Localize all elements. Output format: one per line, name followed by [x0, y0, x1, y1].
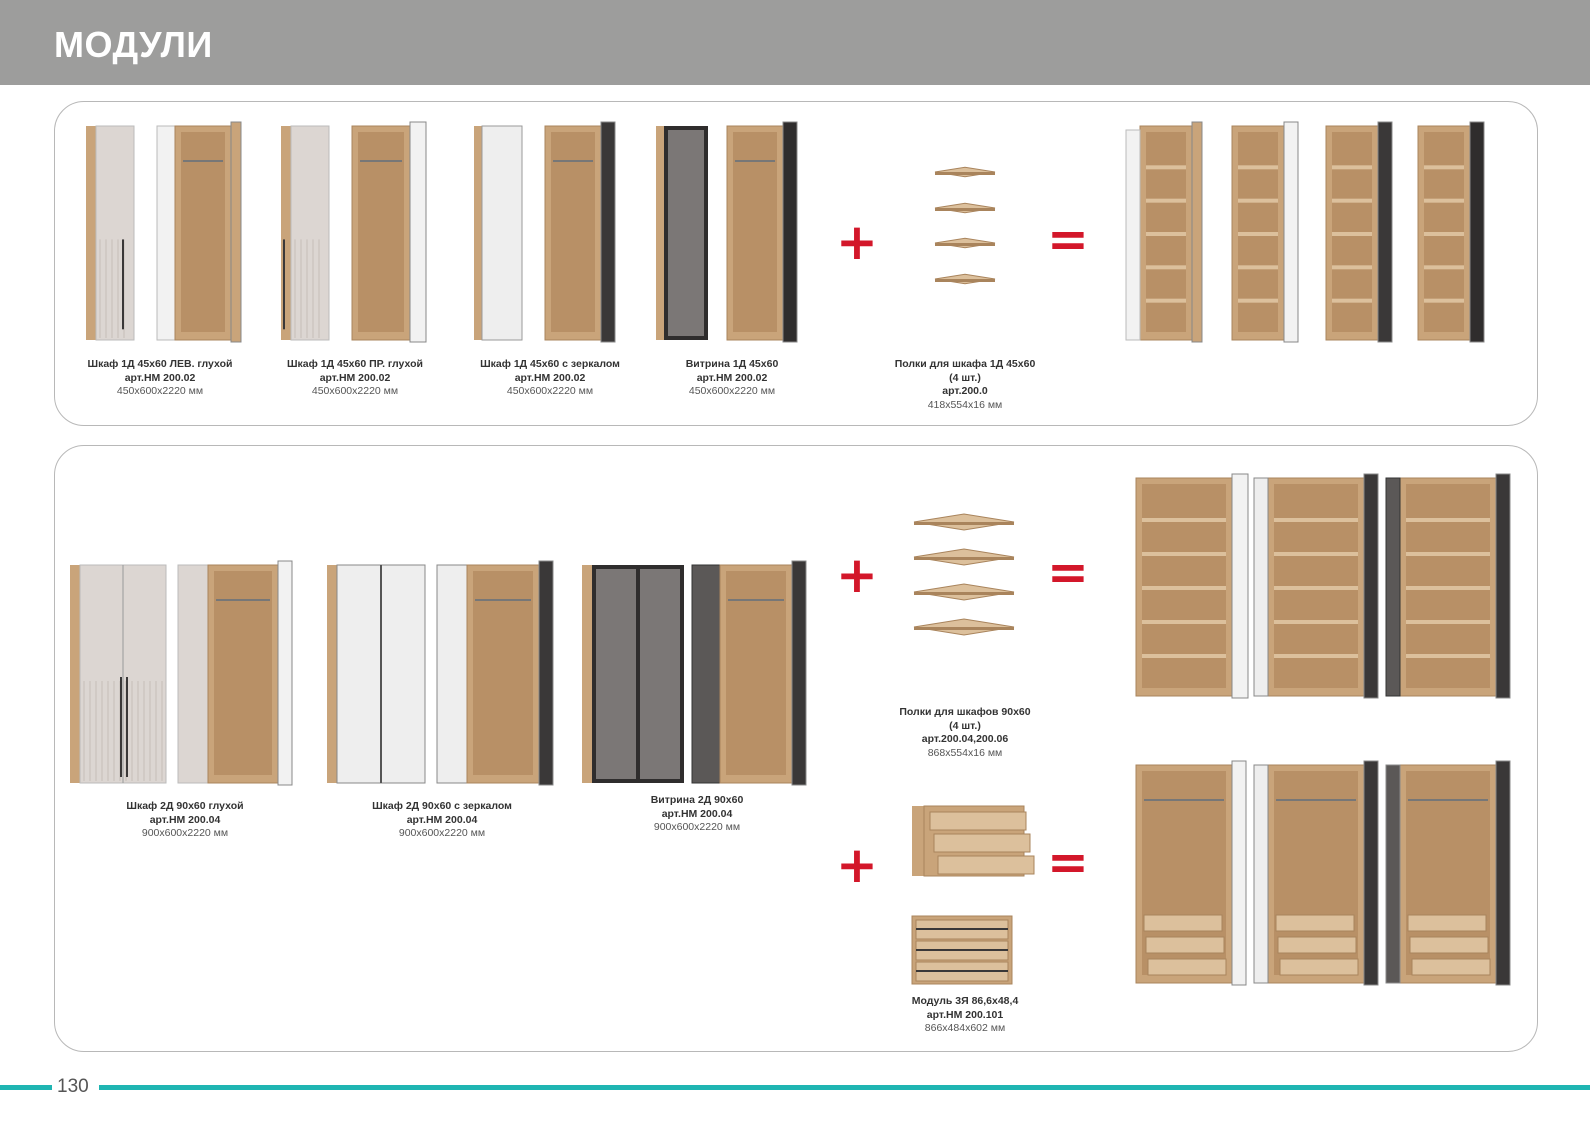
res2a-3-shelf-5 — [1406, 654, 1490, 658]
product-caption-s2-1: Шкаф 2Д 90х60 глухой арт.НМ 200.04 900х600х2220 мм — [126, 800, 244, 839]
plus-sign-3: + — [836, 836, 878, 894]
res1-2-shelf-3 — [1238, 232, 1278, 236]
res1-2-shelf-5 — [1238, 299, 1278, 303]
res2b-2-drawer-3 — [1280, 959, 1358, 975]
dcab1-open-left-door — [178, 565, 208, 783]
res2a-2-left-door — [1254, 478, 1268, 696]
res1-1-shelf-5 — [1146, 299, 1186, 303]
cab2-closed-door — [291, 126, 329, 340]
res2a-3-shelf-3 — [1406, 586, 1490, 590]
product-caption-s1-2: Шкаф 1Д 45х60 ПР. глухой арт.НМ 200.02 450х600х2220 мм — [287, 358, 423, 397]
res1-2-open-door — [1284, 122, 1298, 342]
res1-1-shelf-3 — [1146, 232, 1186, 236]
res2b-3-drawer-3 — [1412, 959, 1490, 975]
cab1-open-door — [157, 126, 175, 340]
res1-1-shelf-1 — [1146, 165, 1186, 169]
plus-sign-1: + — [836, 213, 878, 271]
res1-3-open-door — [1378, 122, 1392, 342]
res1-2-shelf-1 — [1238, 165, 1278, 169]
cab4-open-open-door — [783, 122, 797, 342]
res1-3-shelf-1 — [1332, 165, 1372, 169]
res1-3-shelf-3 — [1332, 232, 1372, 236]
dcab3-glass-l — [596, 569, 636, 779]
res2b-1-drawer-2 — [1146, 937, 1224, 953]
res2b-3-drawer-1 — [1408, 915, 1486, 931]
res2b-1-drawer-1 — [1144, 915, 1222, 931]
dcab3-glass-r — [640, 569, 680, 779]
res2a-3-open-door — [1496, 474, 1510, 698]
product-caption-s1-3: Шкаф 1Д 45х60 с зеркалом арт.НМ 200.02 450х600х2220 мм — [480, 358, 620, 397]
cab3-mirror-door — [482, 126, 522, 340]
drawers-open-drawer-3 — [938, 856, 1034, 874]
equals-sign-1: = — [1047, 210, 1089, 268]
product-caption-s2-3: Витрина 2Д 90х60 арт.НМ 200.04 900х600х2220 мм — [650, 794, 744, 833]
product-caption-s1-1: Шкаф 1Д 45х60 ЛЕВ. глухой арт.НМ 200.02 450х600х2220 мм — [87, 358, 233, 397]
dcab2-side — [327, 565, 337, 783]
res1-4-shelf-3 — [1424, 232, 1464, 236]
product-caption-s2-2: Шкаф 2Д 90х60 с зеркалом арт.НМ 200.04 900х600х2220 мм — [372, 800, 512, 839]
page-number: 130 — [57, 1076, 89, 1097]
plus-sign-2: + — [836, 546, 878, 604]
res1-4-shelf-4 — [1424, 265, 1464, 269]
shelves-caption-s2: Полки для шкафов 90х60 (4 шт.) арт.200.04,200.06 868х554х16 мм — [899, 706, 1031, 759]
dcab1-open-open-door — [278, 561, 292, 785]
res1-4-shelf-2 — [1424, 199, 1464, 203]
res1-4-shelf-5 — [1424, 299, 1464, 303]
res2a-1-shelf-5 — [1142, 654, 1226, 658]
res2a-1-shelf-1 — [1142, 518, 1226, 522]
res1-3-shelf-4 — [1332, 265, 1372, 269]
res2a-1-shelf-2 — [1142, 552, 1226, 556]
drawers-open-drawer-1 — [930, 812, 1026, 830]
res1-3-shelf-2 — [1332, 199, 1372, 203]
dcab1-handle-l — [120, 677, 122, 777]
res2b-3-left-door — [1386, 765, 1400, 983]
res2b-3-open-door — [1496, 761, 1510, 985]
footer-rule-right — [99, 1085, 1590, 1090]
dcab3-open-inner — [726, 571, 786, 775]
res2a-1-shelf-3 — [1142, 586, 1226, 590]
res2b-2-left-door — [1254, 765, 1268, 983]
dcab1-handle-r — [126, 677, 128, 777]
cab1-closed-side — [86, 126, 96, 340]
res2b-3-drawer-2 — [1410, 937, 1488, 953]
cab1-closed-handle — [122, 239, 124, 329]
res2a-1-shelf-4 — [1142, 620, 1226, 624]
res2a-2-shelf-1 — [1274, 518, 1358, 522]
dcab3-open-open-door — [792, 561, 806, 785]
res1-4-open-door — [1470, 122, 1484, 342]
res1-2-shelf-4 — [1238, 265, 1278, 269]
res2a-2-shelf-4 — [1274, 620, 1358, 624]
res2a-3-shelf-4 — [1406, 620, 1490, 624]
cab1-open-open-door — [231, 122, 241, 342]
cab1-closed-door — [96, 126, 134, 340]
dcab2-open-inner — [473, 571, 533, 775]
cab2-open-open-door — [410, 122, 426, 342]
equals-sign-2: = — [1047, 543, 1089, 601]
res1-3-shelf-5 — [1332, 299, 1372, 303]
res2b-1-drawer-3 — [1148, 959, 1226, 975]
cab4-side — [656, 126, 664, 340]
dcab3-side — [582, 565, 592, 783]
res2a-2-open-door — [1364, 474, 1378, 698]
res2a-3-shelf-2 — [1406, 552, 1490, 556]
res2a-1-open-door — [1232, 474, 1248, 698]
cab3-open-open-door — [601, 122, 615, 342]
res2a-2-shelf-5 — [1274, 654, 1358, 658]
footer-rule-left — [0, 1085, 52, 1090]
res2a-2-shelf-3 — [1274, 586, 1358, 590]
equals-sign-3: = — [1047, 833, 1089, 891]
res1-4-shelf-1 — [1424, 165, 1464, 169]
page-title: МОДУЛИ — [54, 24, 213, 65]
drawers-open-drawer-2 — [934, 834, 1030, 852]
dcab3-open-left-door — [692, 565, 720, 783]
drawers-caption-s2: Модуль 3Я 86,6х48,4 арт.НМ 200.101 866х484х602 мм — [911, 995, 1019, 1034]
drawers-open-side — [912, 806, 924, 876]
res2b-1-open-door — [1232, 761, 1246, 985]
res1-1-shelf-2 — [1146, 199, 1186, 203]
dcab1-open-inner — [214, 571, 272, 775]
shelves-caption-s1: Полки для шкафа 1Д 45х60 (4 шт.) арт.200.0 418х554х16 мм — [894, 358, 1036, 411]
cab4-glass — [668, 130, 704, 336]
res2a-2-shelf-2 — [1274, 552, 1358, 556]
res2a-3-left-door — [1386, 478, 1400, 696]
dcab2-open-open-door — [539, 561, 553, 785]
res1-1-shelf-4 — [1146, 265, 1186, 269]
product-caption-s1-4: Витрина 1Д 45х60 арт.НМ 200.02 450х600х2220 мм — [685, 358, 779, 397]
res2a-3-shelf-1 — [1406, 518, 1490, 522]
cab3-side — [474, 126, 482, 340]
res1-2-shelf-2 — [1238, 199, 1278, 203]
dcab2-open-left-door — [437, 565, 467, 783]
res1-1-open-door — [1192, 122, 1202, 342]
cab2-closed-side — [281, 126, 291, 340]
cab2-closed-handle — [283, 239, 285, 329]
dcab1-side — [70, 565, 80, 783]
res2b-2-drawer-2 — [1278, 937, 1356, 953]
res1-1-door — [1126, 130, 1140, 340]
res2b-2-open-door — [1364, 761, 1378, 985]
res2b-2-drawer-1 — [1276, 915, 1354, 931]
